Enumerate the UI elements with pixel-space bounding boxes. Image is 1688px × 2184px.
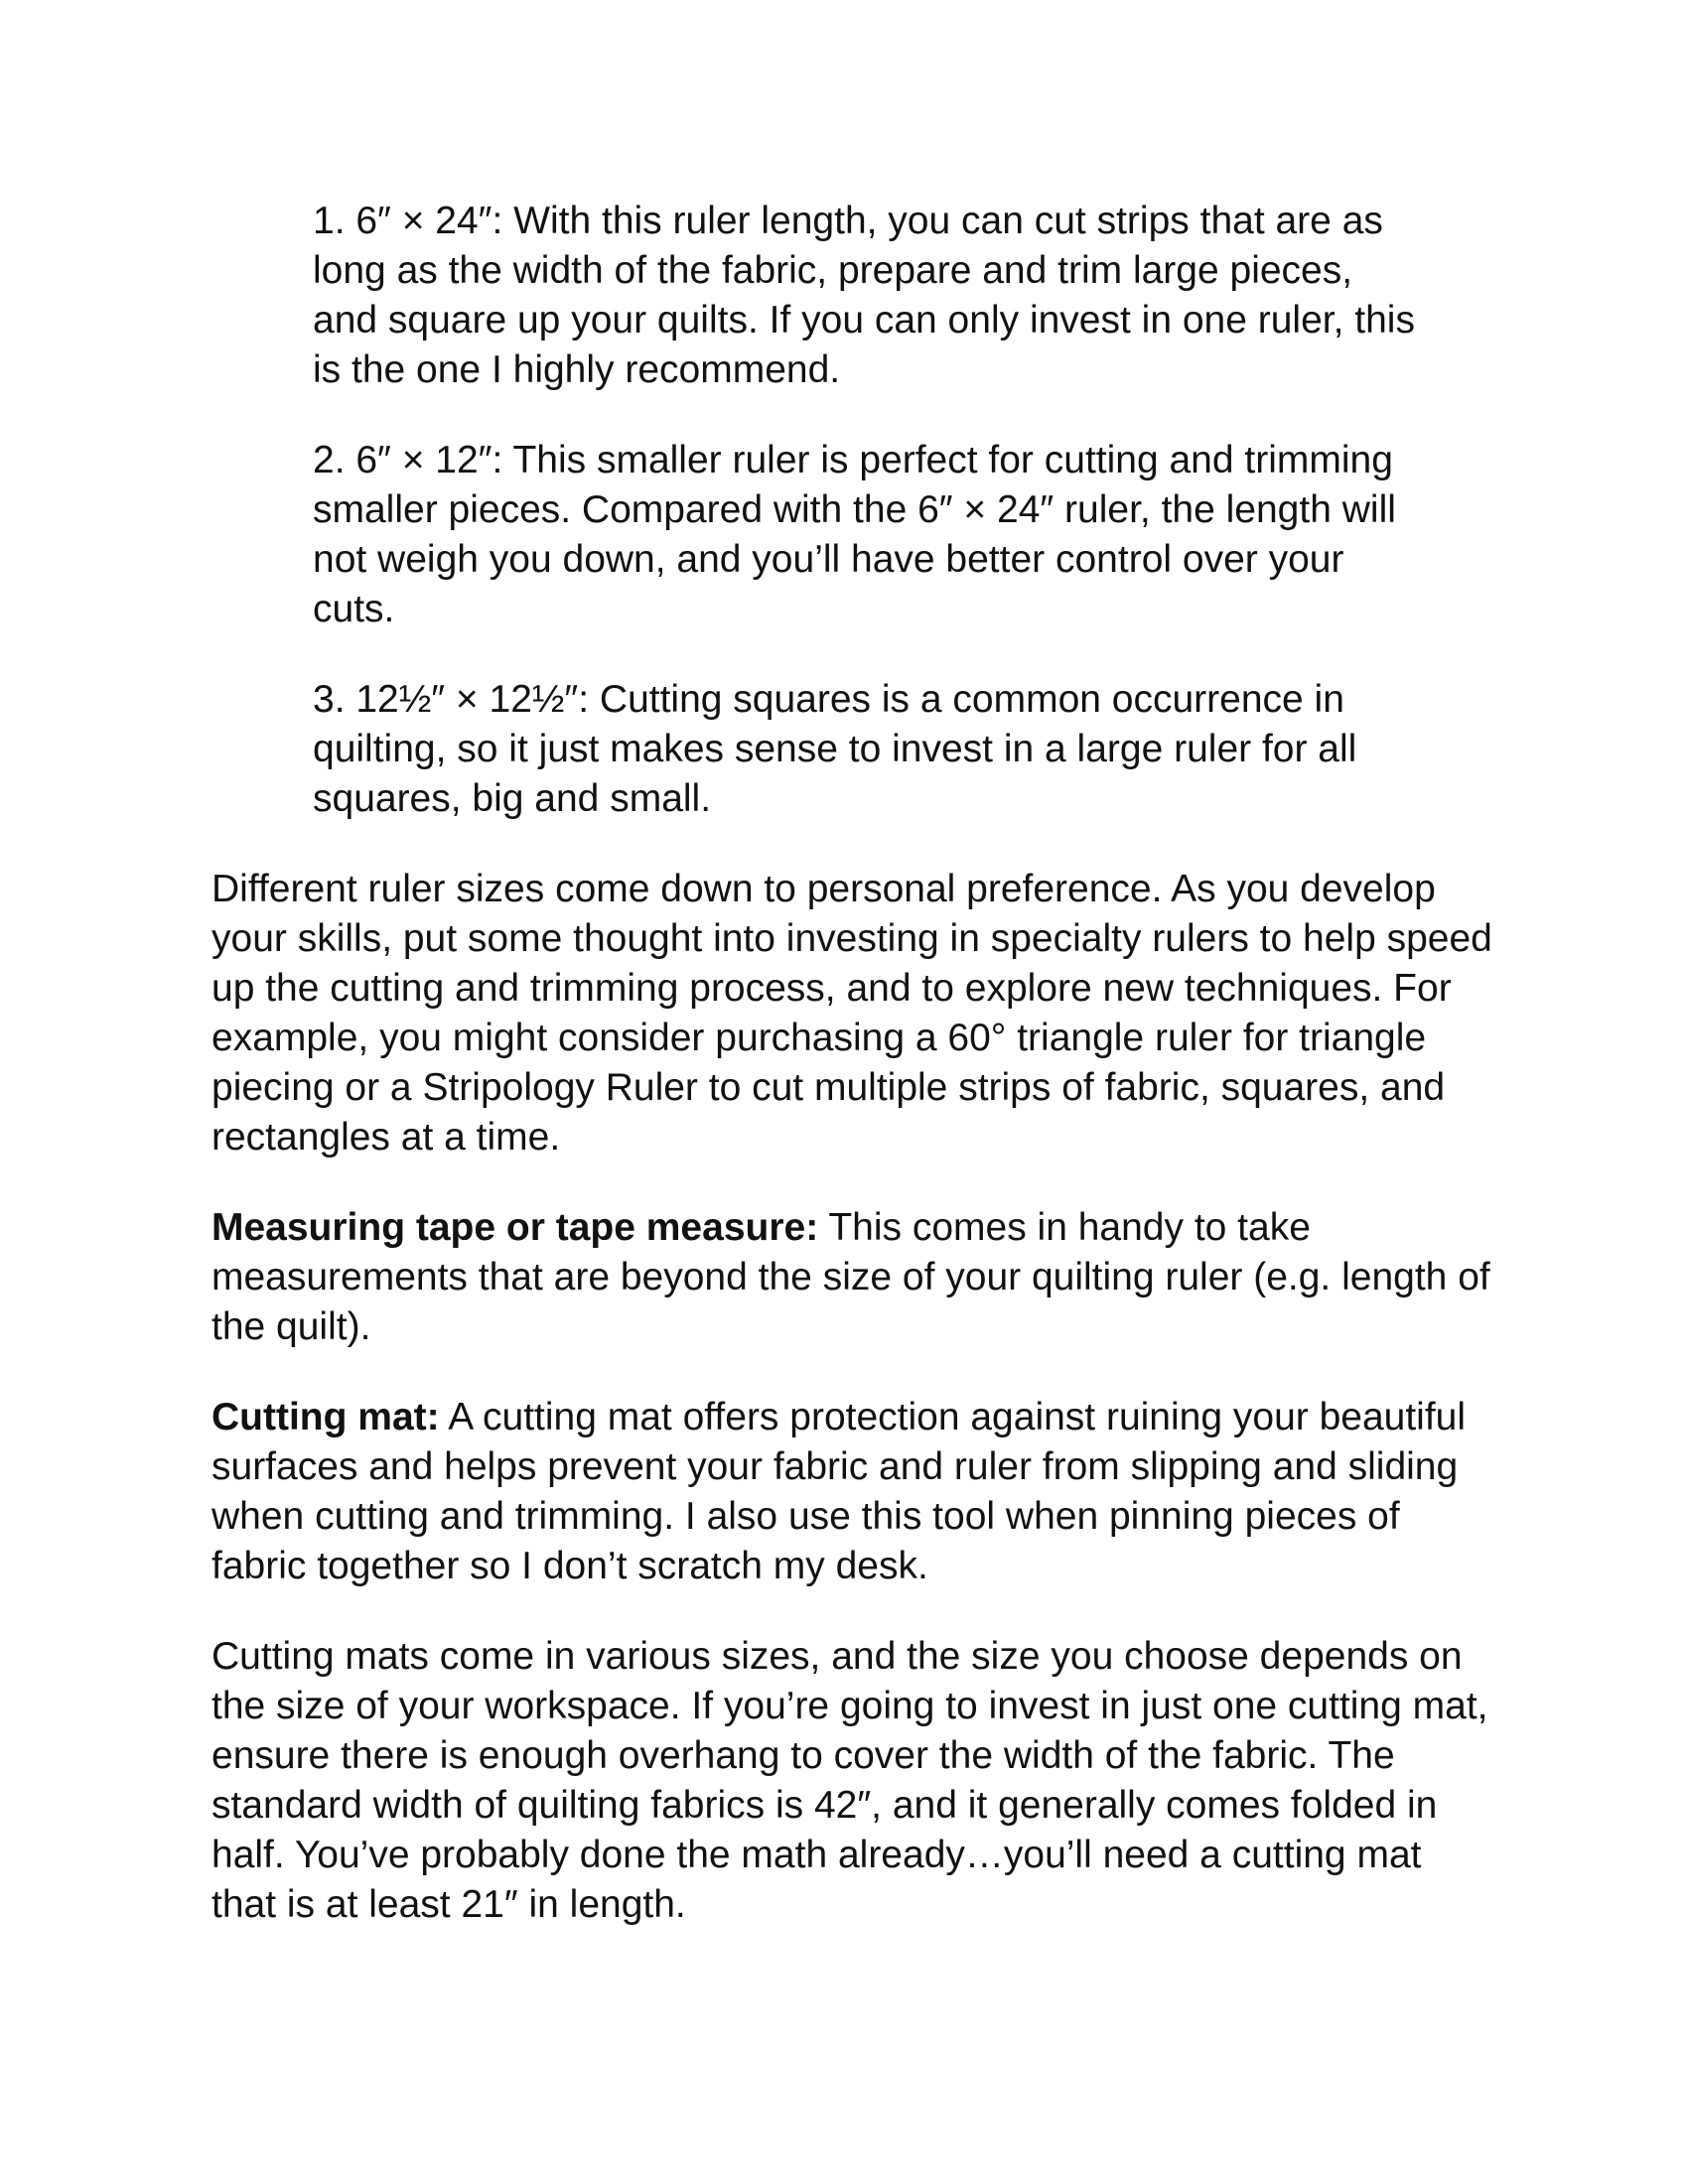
cutting-mat-sizes-paragraph: Cutting mats come in various sizes, and the size you choose depends on the size of your workspace. If you’re going to invest in just one cutting mat, ensure there is enough overhang to cover the width of the fabric. The standard width of quilting fabrics is 42″, and it generally comes folded in half. You’ve probably done the math already…you’ll need a cutting mat that is at least 21″ in length.: [211, 1635, 1488, 1926]
ruler-list-item: 1. 6″ × 24″: With this ruler length, you can cut strips that are as long as the width of the fabric, prepare and trim large pieces, and square up your quilts. If you can only invest in one ruler, this is the one I highly recommend.: [313, 200, 1415, 391]
cutting-mat-paragraph: [211, 1393, 1492, 1591]
document-page: [211, 197, 1502, 1971]
ruler-sizes-paragraph: Different ruler sizes come down to personal preference. As you develop your skills, put some thought into investing in specialty rulers to help speed up the cutting and trimming process, and to explore new techniques. For example, you might consider purchasing a 60° triangle ruler for triangle piecing or a Stripology Ruler to cut multiple strips of fabric, squares, and rectangles at a time.: [211, 868, 1492, 1159]
ruler-list-item: 2. 6″ × 12″: This smaller ruler is perfect for cutting and trimming smaller pieces. Compared with the 6″ × 24″ ruler, the length will not weigh you down, and you’ll have better control over your cuts.: [313, 439, 1396, 630]
cutting-mat-text: A cutting mat offers protection against ruining your beautiful surfaces and helps prevent your fabric and ruler from slipping and sliding when cutting and trimming. I also use this tool when pinning pieces of fabric together so I don’t scratch my desk.: [211, 1396, 1467, 1587]
measuring-tape-text: This comes in handy to take measurements that are beyond the size of your quilting ruler (e.g. length of the quilt).: [211, 1206, 1490, 1348]
cutting-mat-term: Cutting mat:: [211, 1396, 440, 1438]
ruler-list-item: 3. 12½″ × 12½″: Cutting squares is a common occurrence in quilting, so it just makes sense to invest in a large ruler for all squares, big and small.: [313, 678, 1357, 820]
measuring-tape-term: Measuring tape or tape measure:: [211, 1206, 819, 1249]
measuring-tape-paragraph: [211, 1203, 1492, 1352]
